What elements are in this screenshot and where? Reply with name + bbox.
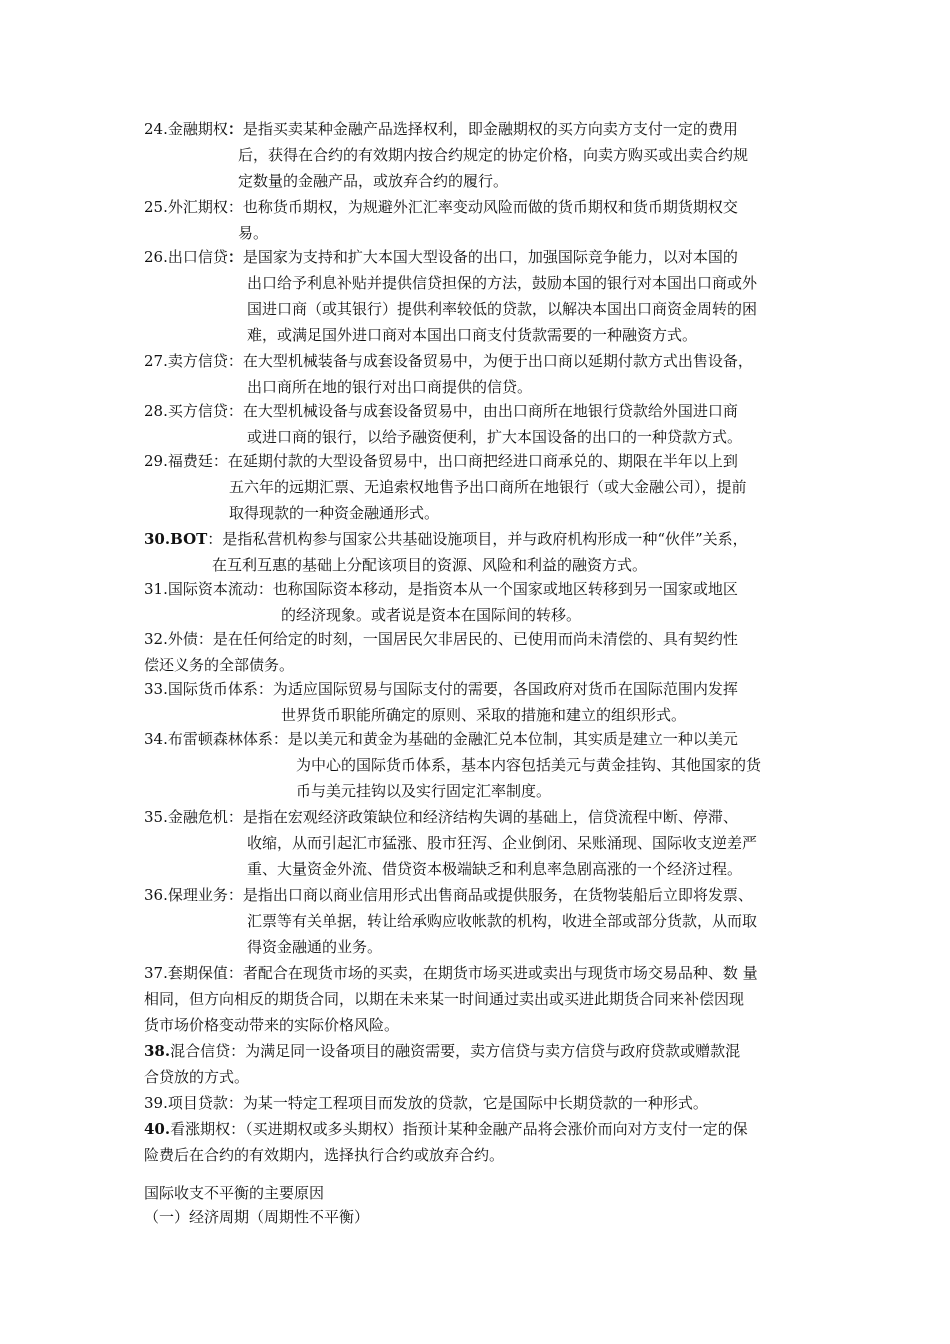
entry-definition-line: 五六年的远期汇票、无追索权地售予出口商所在地银行（或大金融公司），提前 (229, 478, 747, 496)
entry-number: 34. (144, 730, 168, 748)
entry-first-line (144, 116, 810, 142)
section-heading: 国际收支不平衡的主要原因 (144, 1184, 325, 1202)
entry-definition-line: 也称货币期权，为规避外汇汇率变动风险而做的货币期权和货币期货期权交 (242, 198, 738, 216)
entry-separator: ： (227, 352, 243, 370)
entry-number: 24. (144, 120, 168, 138)
entry-definition-line: 相同，但方向相反的期货合同，以期在未来某一时间通过卖出或买进此期货合同来补偿因现 (144, 990, 745, 1008)
entry-number: 28. (144, 402, 168, 420)
entry-separator: ： (227, 198, 243, 216)
entry-number: 32. (144, 630, 168, 648)
glossary-entry (144, 1038, 810, 1090)
entry-definition-line: 是指私营机构参与国家公共基础设施项目，并与政府机构形成一种“伙伴”关系， (222, 530, 748, 548)
entry-definition-line: 重、大量资金外流、借贷资本极端缺乏和利息率急剧高涨的一个经济过程。 (247, 860, 743, 878)
entry-definition-line: 在互利互惠的基础上分配该项目的资源、风险和利益的融资方式。 (212, 556, 648, 574)
glossary-entry (144, 1116, 810, 1168)
entry-first-line (144, 1038, 810, 1064)
glossary-entry (144, 348, 810, 400)
entry-term: BOT (170, 530, 208, 548)
entry-first-line (144, 804, 810, 830)
entry-first-line (144, 244, 810, 270)
glossary-entry (144, 194, 810, 246)
entry-definition-line: 是指在宏观经济政策缺位和经济结构失调的基础上，信贷流程中断、停滞、 (242, 808, 738, 826)
glossary-entry (144, 960, 810, 1038)
entry-separator: ： (257, 580, 273, 598)
entry-first-line (144, 676, 810, 702)
entry-term: 卖方信贷 (167, 352, 228, 370)
entry-definition-line: 合贷放的方式。 (144, 1068, 250, 1086)
entry-definition-line: 取得现款的一种资金融通形式。 (229, 504, 440, 522)
entry-first-line (144, 726, 810, 752)
entry-definition-line: 项目贷款：为某一特定工程项目而发放的贷款，它是国际中长期贷款的一种形式。 (167, 1094, 708, 1112)
entry-number: 36. (144, 886, 168, 904)
entry-definition-line: 为适应国际贸易与国际支付的需要，各国政府对货币在国际范围内发挥 (272, 680, 738, 698)
entry-definition-line: 套期保值：者配合在现货市场的买卖，在期货市场买进或卖出与现货市场交易品种、数 量 (167, 964, 758, 982)
entry-definition-line: 难，或满足国外进口商对本国出口商支付货款需要的一种融资方式。 (247, 326, 698, 344)
entry-definition-line: 是以美元和黄金为基础的金融汇兑本位制，其实质是建立一种以美元 (287, 730, 738, 748)
entry-definition-line: 的经济现象。或者说是资本在国际间的转移。 (281, 606, 582, 624)
entry-definition-line: 险费后在合约的有效期内，选择执行合约或放弃合约。 (144, 1146, 505, 1164)
entry-term: 国际资本流动 (167, 580, 258, 598)
entry-number: 30. (144, 530, 171, 548)
entry-definition-line: 也称国际资本移动，是指资本从一个国家或地区转移到另一国家或地区 (272, 580, 738, 598)
entry-separator: ： (272, 730, 288, 748)
entry-term: 福费廷 (167, 452, 213, 470)
entry-definition-line: 看涨期权：（买进期权或多头期权）指预计某种金融产品将会涨价而向对方支付一定的保 (170, 1120, 748, 1138)
entry-separator: ： (197, 630, 213, 648)
entry-first-line (144, 448, 810, 474)
entry-definition-line: 在大型机械装备与成套设备贸易中，为便于出口商以延期付款方式出售设备， (242, 352, 753, 370)
entry-number: 27. (144, 352, 168, 370)
entry-definition-line: 混合信贷：为满足同一设备项目的融资需要，卖方信贷与卖方信贷与政府贷款或赠款混 (170, 1042, 741, 1060)
entry-definition-line: 收缩，从而引起汇市猛涨、股市狂泻、企业倒闭、呆账涌现、国际收支逆差严 (247, 834, 758, 852)
glossary-entry (144, 526, 810, 578)
entry-definition-line: 在延期付款的大型设备贸易中，出口商把经进口商承兑的、期限在半年以上到 (227, 452, 738, 470)
entry-definition-line: 在大型机械设备与成套设备贸易中，由出口商所在地银行贷款给外国进口商 (242, 402, 738, 420)
glossary-entry (144, 804, 810, 882)
entry-definition-line: 或进口商的银行，以给予融资便利，扩大本国设备的出口的一种贷款方式。 (247, 428, 743, 446)
entry-definition-line: 为中心的国际货币体系，基本内容包括美元与黄金挂钩、其他国家的货 (296, 756, 762, 774)
entry-term: 外汇期权 (167, 198, 228, 216)
entry-definition-line: 货市场价格变动带来的实际价格风险。 (144, 1016, 400, 1034)
entry-first-line (144, 960, 810, 986)
entry-number: 29. (144, 452, 168, 470)
entry-first-line (144, 882, 810, 908)
entry-first-line (144, 194, 810, 220)
entry-separator: ： (207, 530, 223, 548)
entry-definition-line: 出口商所在地的银行对出口商提供的信贷。 (247, 378, 533, 396)
entry-term: 出口信贷 (167, 248, 228, 266)
entry-separator: ： (227, 886, 243, 904)
entry-definition-line: 是指买卖某种金融产品选择权利，即金融期权的买方向卖方支付一定的费用 (242, 120, 738, 138)
entry-first-line (144, 576, 810, 602)
entry-separator: ： (257, 680, 273, 698)
entry-term: 保理业务 (167, 886, 228, 904)
entry-definition-line: 易。 (238, 224, 269, 242)
entry-number: 38. (144, 1042, 171, 1060)
entry-number: 39. (144, 1094, 168, 1112)
entry-definition-line: 汇票等有关单据，转让给承购应收帐款的机构，收进全部或部分货款，从而取 (247, 912, 758, 930)
entry-number: 25. (144, 198, 168, 216)
entry-number: 40. (144, 1120, 171, 1138)
entry-first-line (144, 1116, 810, 1142)
entry-term: 金融期权 (167, 120, 228, 138)
entry-number: 26. (144, 248, 168, 266)
entry-definition-line: 是指出口商以商业信用形式出售商品或提供服务，在货物装船后立即将发票、 (242, 886, 753, 904)
glossary-entry (144, 882, 810, 960)
entry-definition-line: 后，获得在合约的有效期内按合约规定的协定价格，向卖方购买或出卖合约规 (238, 146, 749, 164)
entry-first-line (144, 526, 810, 552)
entry-definition-line: 是国家为支持和扩大本国大型设备的出口，加强国际竞争能力，以对本国的 (242, 248, 738, 266)
entry-separator: ： (227, 248, 243, 266)
glossary-entry (144, 116, 810, 194)
section-subheading: （一）经济周期（周期性不平衡） (144, 1208, 370, 1226)
entry-number: 37. (144, 964, 168, 982)
entry-separator: ： (227, 808, 243, 826)
entry-definition-line: 世界货币职能所确定的原则、采取的措施和建立的组织形式。 (281, 706, 687, 724)
glossary-entry (144, 626, 810, 678)
glossary-entry (144, 676, 810, 728)
entry-definition-line: 是在任何给定的时刻，一国居民欠非居民的、已使用而尚未清偿的、具有契约性 (212, 630, 738, 648)
glossary-entry (144, 726, 810, 804)
entry-separator: ： (227, 120, 243, 138)
entry-first-line (144, 1090, 810, 1116)
entry-term: 外债 (167, 630, 198, 648)
entry-definition-line: 国进口商（或其银行）提供利率较低的贷款，以解决本国出口商资金周转的困 (247, 300, 758, 318)
entry-first-line (144, 398, 810, 424)
entry-definition-line: 定数量的金融产品，或放弃合约的履行。 (238, 172, 509, 190)
entry-first-line (144, 348, 810, 374)
glossary-entry (144, 244, 810, 348)
entry-definition-line: 偿还义务的全部债务。 (144, 656, 295, 674)
entry-number: 35. (144, 808, 168, 826)
entry-definition-line: 币与美元挂钩以及实行固定汇率制度。 (296, 782, 552, 800)
entry-term: 金融危机 (167, 808, 228, 826)
entry-definition-line: 得资金融通的业务。 (247, 938, 383, 956)
entry-number: 31. (144, 580, 168, 598)
entry-term: 布雷顿森林体系 (167, 730, 273, 748)
glossary-entry (144, 576, 810, 628)
entry-term: 买方信贷 (167, 402, 228, 420)
entry-separator: ： (227, 402, 243, 420)
glossary-entry (144, 1090, 810, 1116)
glossary-entry (144, 398, 810, 450)
entry-term: 国际货币体系 (167, 680, 258, 698)
entry-separator: ： (212, 452, 228, 470)
entry-number: 33. (144, 680, 168, 698)
entry-first-line (144, 626, 810, 652)
glossary-entry (144, 448, 810, 526)
entry-definition-line: 出口给予利息补贴并提供信贷担保的方法，鼓励本国的银行对本国出口商或外 (247, 274, 758, 292)
